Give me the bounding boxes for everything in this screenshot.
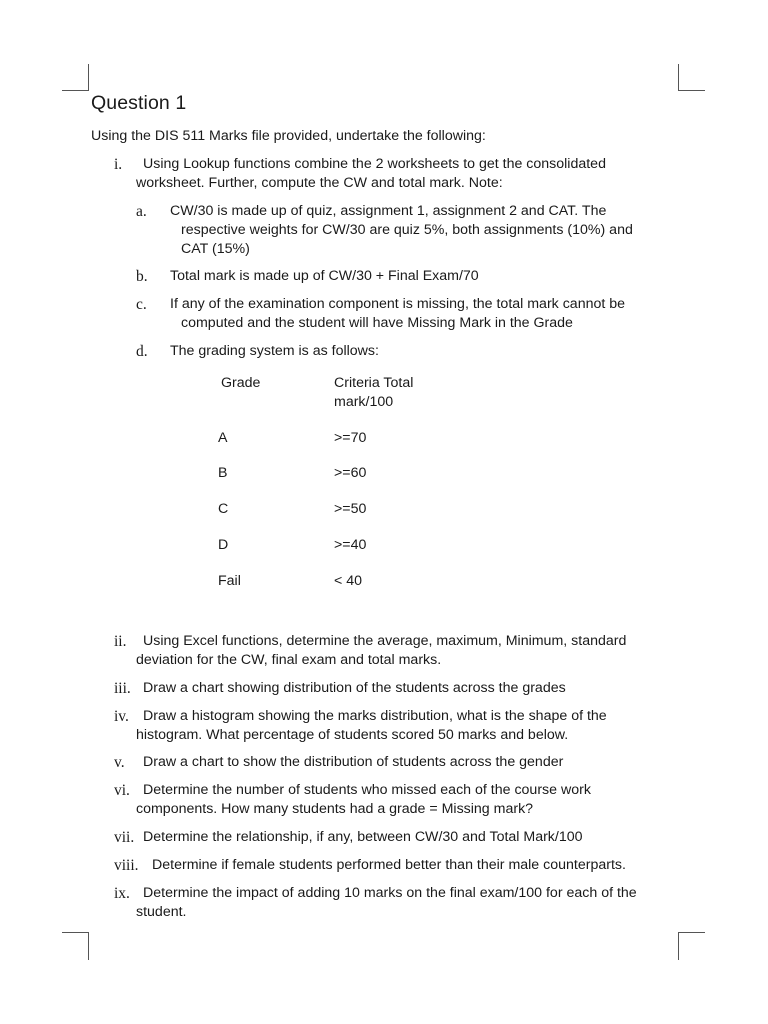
item-numeral: ii.	[114, 633, 127, 650]
item-text: Determine the relationship, if any, between CW/30 and Total Mark/100	[143, 829, 583, 845]
crop-mark-top-right	[678, 64, 679, 91]
item-numeral: vii.	[114, 829, 135, 846]
subitem-text: Total mark is made up of CW/30 + Final Exam/70	[170, 268, 479, 284]
subitem-letter: a.	[136, 203, 147, 220]
table-cell-grade: B	[218, 465, 228, 481]
item-numeral: iii.	[114, 680, 131, 697]
intro-text: Using the DIS 511 Marks file provided, undertake the following:	[91, 128, 486, 144]
subitem-letter: d.	[136, 343, 148, 360]
table-cell-criteria: >=70	[334, 430, 367, 446]
table-cell-criteria: >=40	[334, 537, 367, 553]
item-text: histogram. What percentage of students scored 50 marks and below.	[136, 727, 569, 743]
subitem-letter: b.	[136, 268, 148, 285]
subitem-text: If any of the examination component is missing, the total mark cannot be	[170, 296, 626, 312]
item-text: Using Excel functions, determine the average, maximum, Minimum, standard	[143, 633, 627, 649]
item-text: Determine the number of students who missed each of the course work	[143, 782, 591, 798]
crop-mark-bottom-right	[678, 932, 679, 960]
item-text: Draw a histogram showing the marks distribution, what is the shape of the	[143, 708, 607, 724]
crop-mark-bottom-right	[678, 932, 705, 933]
table-header-criteria: mark/100	[334, 394, 394, 410]
table-header-criteria: Criteria Total	[334, 375, 414, 391]
table-cell-criteria: >=60	[334, 465, 367, 481]
item-text: components. How many students had a grade = Missing mark?	[136, 801, 534, 817]
table-cell-grade: A	[218, 430, 228, 446]
item-text: deviation for the CW, final exam and total marks.	[136, 652, 442, 668]
item-numeral: i.	[114, 156, 123, 173]
table-cell-grade: Fail	[218, 573, 241, 589]
crop-mark-top-left	[62, 90, 89, 91]
subitem-text: computed and the student will have Missing Mark in the Grade	[181, 315, 573, 331]
item-text: Determine the impact of adding 10 marks on the final exam/100 for each of the	[143, 885, 637, 901]
item-text: Determine if female students performed better than their male counterparts.	[152, 857, 626, 873]
item-numeral: iv.	[114, 708, 129, 725]
subitem-letter: c.	[136, 296, 147, 313]
item-text: worksheet. Further, compute the CW and total mark. Note:	[136, 175, 503, 191]
crop-mark-top-right	[678, 90, 705, 91]
subitem-text: The grading system is as follows:	[170, 343, 379, 359]
item-numeral: ix.	[114, 885, 130, 902]
item-text: Draw a chart showing distribution of the students across the grades	[143, 680, 566, 696]
table-cell-criteria: >=50	[334, 501, 367, 517]
table-cell-criteria: < 40	[334, 573, 363, 589]
subitem-text: CW/30 is made up of quiz, assignment 1, assignment 2 and CAT. The	[170, 203, 607, 219]
item-text: Draw a chart to show the distribution of students across the gender	[143, 754, 564, 770]
item-numeral: vi.	[114, 782, 130, 799]
subitem-text: CAT (15%)	[181, 241, 250, 257]
table-header-grade: Grade	[221, 375, 261, 391]
subitem-text: respective weights for CW/30 are quiz 5%, both assignments (10%) and	[181, 222, 633, 238]
table-cell-grade: D	[218, 537, 229, 553]
table-cell-grade: C	[218, 501, 229, 517]
crop-mark-bottom-left	[62, 932, 89, 933]
crop-mark-top-left	[88, 64, 89, 91]
item-text: student.	[136, 904, 187, 920]
item-numeral: viii.	[114, 857, 139, 874]
item-text: Using Lookup functions combine the 2 worksheets to get the consolidated	[143, 156, 606, 172]
page-title: Question 1	[91, 92, 187, 114]
item-numeral: v.	[114, 754, 125, 771]
crop-mark-bottom-left	[88, 932, 89, 960]
